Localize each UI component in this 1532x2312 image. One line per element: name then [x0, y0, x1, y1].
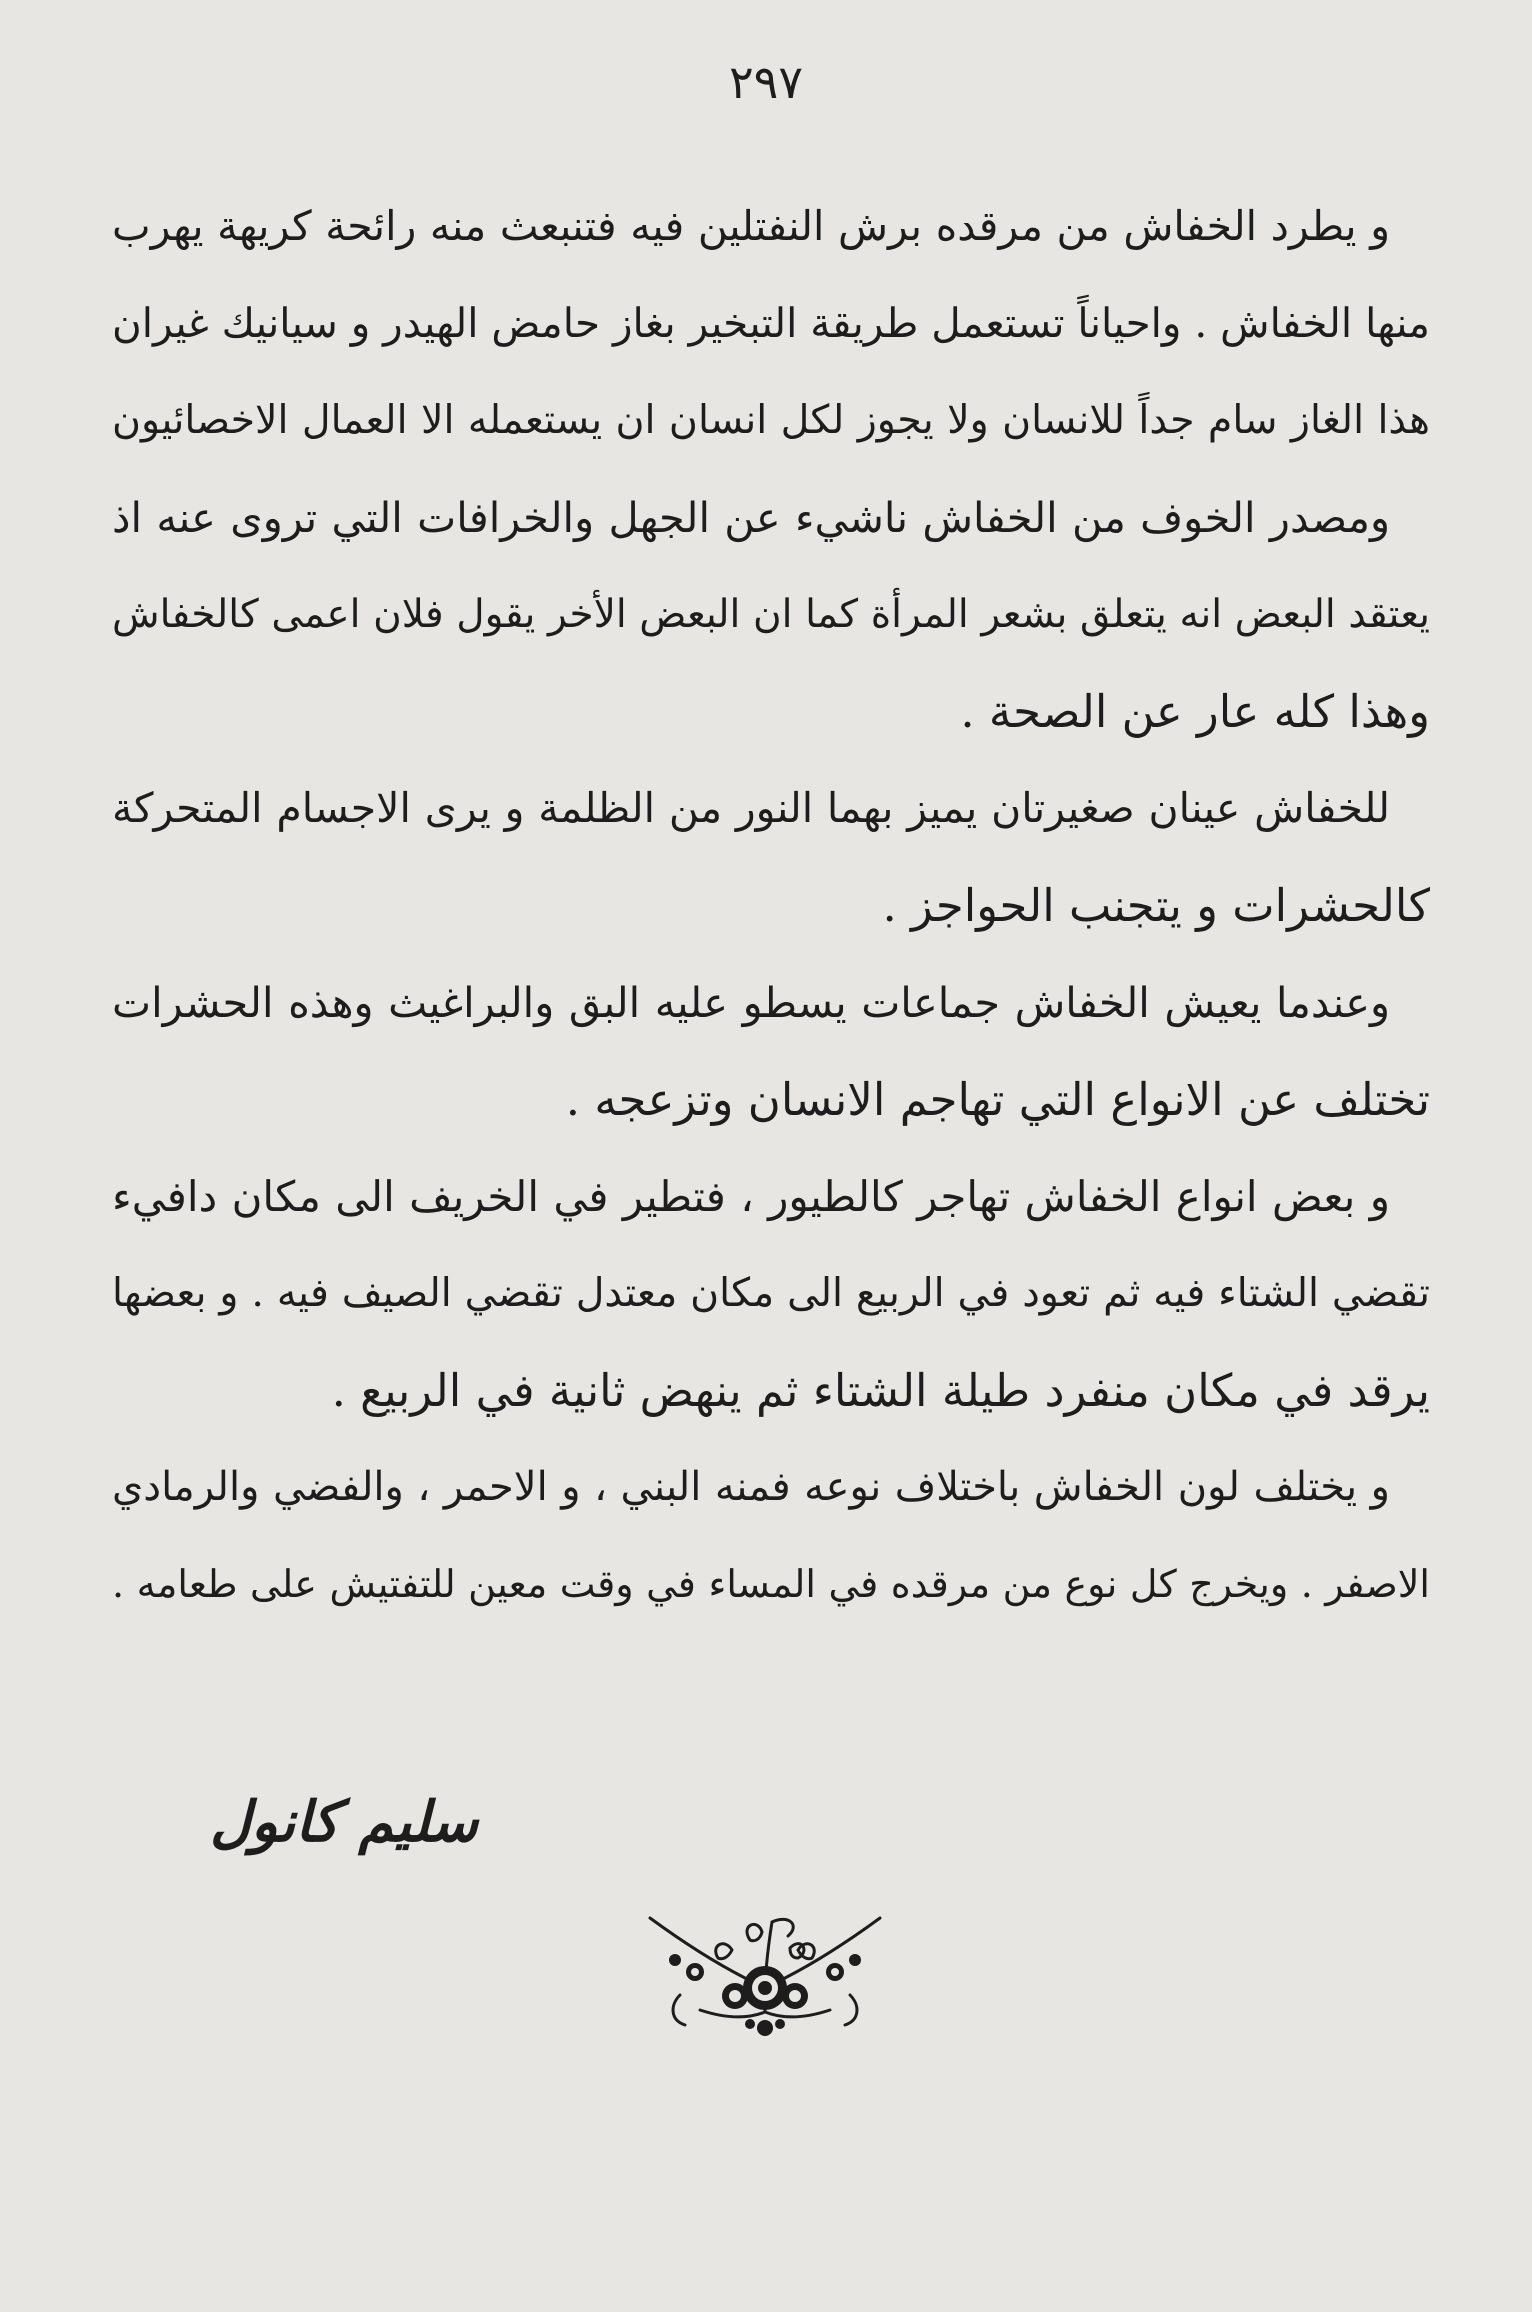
- text-line: الاصفر . ويخرج كل نوع من مرقده في المساء في وقت معين للتفتيش على طعامه .: [112, 1562, 1430, 1606]
- text-line: هذا الغاز سام جداً للانسان ولا يجوز لكل انسان ان يستعمله الا العمال الاخصائيون: [112, 397, 1430, 443]
- body-text: [112, 178, 1430, 1633]
- text-line: منها الخفاش . واحياناً تستعمل طريقة التبخير بغاز حامض الهيدر و سيانيك غيران: [112, 299, 1430, 347]
- text-line: يعتقد البعض انه يتعلق بشعر المرأة كما ان البعض الأخر يقول فلان اعمى كالخفاش: [112, 592, 1430, 637]
- text-line: تقضي الشتاء فيه ثم تعود في الربيع الى مكان معتدل تقضي الصيف فيه . و بعضها: [112, 1270, 1430, 1316]
- text-line: كالحشرات و يتجنب الحواجز .: [882, 879, 1430, 932]
- text-line: وعندما يعيش الخفاش جماعات يسطو عليه البق والبراغيث وهذه الحشرات: [112, 978, 1390, 1027]
- text-line: و يطرد الخفاش من مرقده برش النفتلين فيه فتنبعث منه رائحة كريهة يهرب: [112, 202, 1390, 250]
- text-line: تختلف عن الانواع التي تهاجم الانسان وتزعجه .: [565, 1073, 1430, 1126]
- text-line: يرقد في مكان منفرد طيلة الشتاء ثم ينهض ثانية في الربيع .: [331, 1364, 1430, 1417]
- floral-ornament-icon: [640, 1900, 890, 2050]
- text-line: للخفاش عينان صغيرتان يميز بهما النور من الظلمة و يرى الاجسام المتحركة: [112, 784, 1390, 832]
- text-line: وهذا كله عار عن الصحة .: [960, 685, 1430, 738]
- text-line: و بعض انواع الخفاش تهاجر كالطيور ، فتطير في الخريف الى مكان دافيء: [112, 1172, 1390, 1221]
- text-line: ومصدر الخوف من الخفاش ناشيء عن الجهل والخرافات التي تروى عنه اذ: [112, 493, 1390, 542]
- author-signature: سليم كانول: [210, 1789, 479, 1855]
- text-line: و يختلف لون الخفاش باختلاف نوعه فمنه البني ، و الاحمر ، والفضي والرمادي: [112, 1464, 1390, 1510]
- page-number: ٢٩٧: [728, 55, 804, 109]
